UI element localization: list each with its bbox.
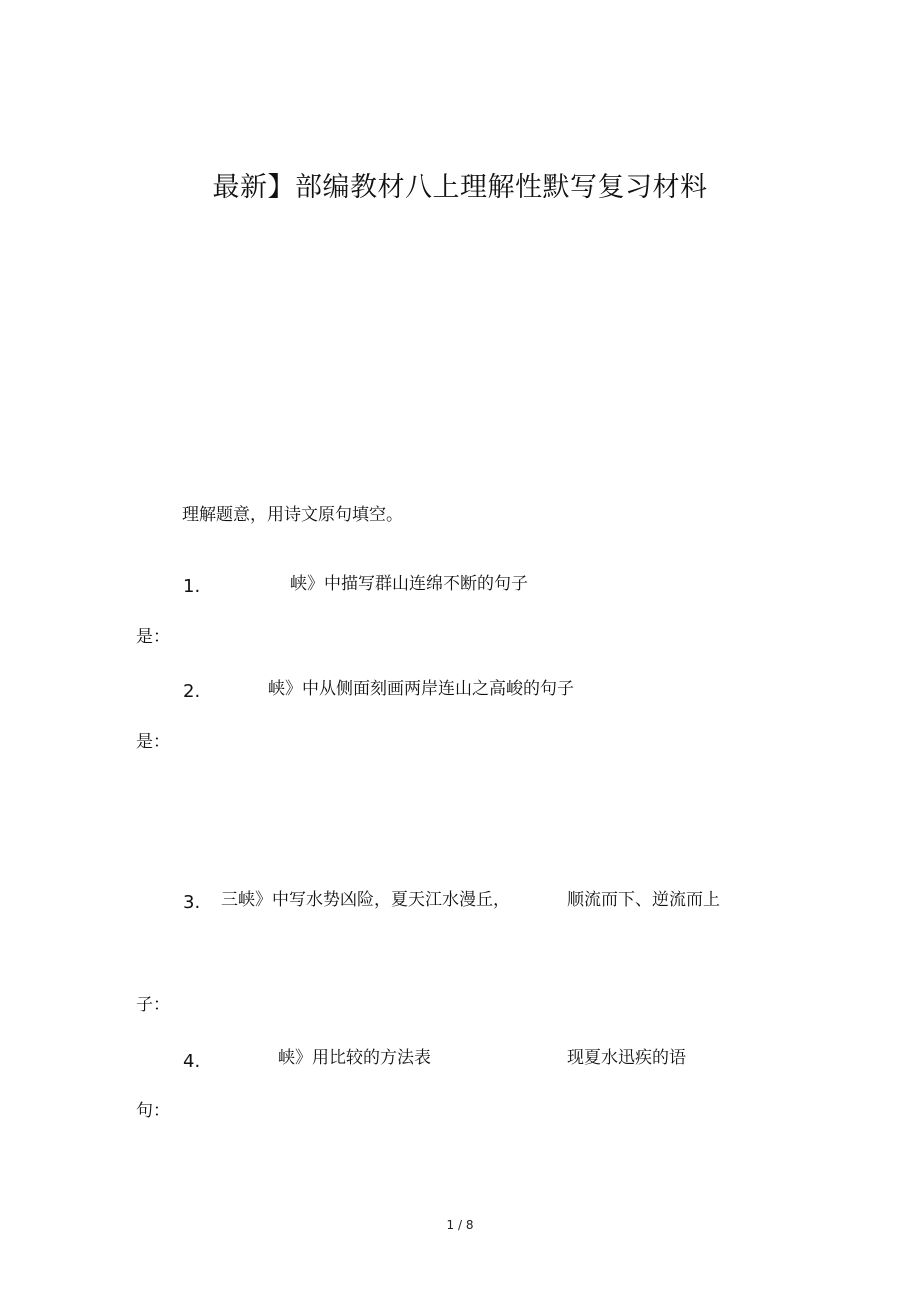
question-continuation: 是： [136,627,170,647]
question-number: 1. [183,576,201,597]
question-text-continued: 现夏水迅疾的语 [567,1048,686,1068]
question-number: 4. [183,1051,201,1072]
question-continuation: 是： [136,732,170,752]
instruction-text: 理解题意，用诗文原句填空。 [182,505,403,525]
question-text: 峡》中从侧面刻画两岸连山之高峻的句子 [268,679,574,699]
question-number: 2. [183,681,201,702]
question-continuation: 子： [136,995,170,1015]
question-text: 三峡》中写水势凶险，夏天江水漫丘， [221,890,510,910]
question-text: 峡》用比较的方法表 [278,1048,431,1068]
document-title: 最新】部编教材八上理解性默写复习材料 [212,172,708,203]
question-text-continued: 顺流而下、逆流而上 [567,890,720,910]
question-text: 峡》中描写群山连绵不断的句子 [290,574,528,594]
question-number: 3. [183,892,201,913]
question-continuation: 句： [136,1101,170,1121]
page-indicator: 1 / 8 [446,1218,474,1232]
